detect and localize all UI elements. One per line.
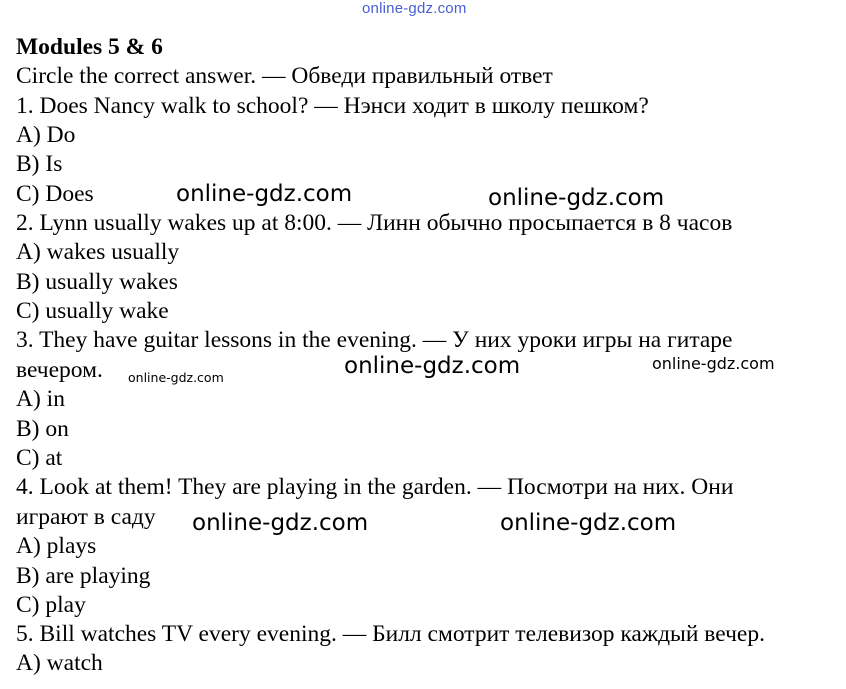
question-1-option-b[interactable]: B) Is — [16, 151, 63, 177]
question-3-text-cont: вечером. — [16, 357, 103, 383]
question-3-option-b[interactable]: B) on — [16, 416, 69, 442]
watermark-3: online-gdz.com — [128, 370, 224, 385]
question-2-option-c[interactable]: C) usually wake — [16, 298, 169, 324]
question-3-option-c[interactable]: C) at — [16, 445, 63, 471]
question-3-text: 3. They have guitar lessons in the evening. — У них уроки игры на гитаре — [16, 327, 733, 353]
watermark-6: online-gdz.com — [192, 510, 369, 536]
question-2-option-a[interactable]: A) wakes usually — [16, 239, 180, 265]
question-5-option-a[interactable]: A) watch — [16, 650, 103, 676]
watermark-4: online-gdz.com — [344, 353, 521, 379]
question-4-option-c[interactable]: C) play — [16, 592, 86, 618]
instruction: Circle the correct answer. — Обведи правильный ответ — [16, 63, 553, 89]
question-4-option-b[interactable]: B) are playing — [16, 563, 151, 589]
question-4-text: 4. Look at them! They are playing in the garden. — Посмотри на них. Они — [16, 474, 734, 500]
question-1-text: 1. Does Nancy walk to school? — Нэнси ходит в школу пешком? — [16, 93, 649, 119]
watermark-7: online-gdz.com — [500, 510, 677, 536]
question-2-text: 2. Lynn usually wakes up at 8:00. — Линн обычно просыпается в 8 часов — [16, 210, 733, 236]
watermark-1: online-gdz.com — [176, 181, 353, 207]
top-watermark: online-gdz.com — [362, 0, 467, 17]
watermark-5: online-gdz.com — [652, 354, 775, 373]
question-4-text-cont: играют в саду — [16, 504, 156, 530]
question-4-option-a[interactable]: A) plays — [16, 533, 97, 559]
question-1-option-a[interactable]: A) Do — [16, 122, 76, 148]
watermark-2: online-gdz.com — [488, 185, 665, 211]
question-5-text: 5. Bill watches TV every evening. — Билл смотрит телевизор каждый вечер. — [16, 621, 765, 647]
question-3-option-a[interactable]: A) in — [16, 386, 65, 412]
page-title: Modules 5 & 6 — [16, 34, 163, 60]
question-1-option-c[interactable]: C) Does — [16, 181, 94, 207]
question-2-option-b[interactable]: B) usually wakes — [16, 269, 178, 295]
